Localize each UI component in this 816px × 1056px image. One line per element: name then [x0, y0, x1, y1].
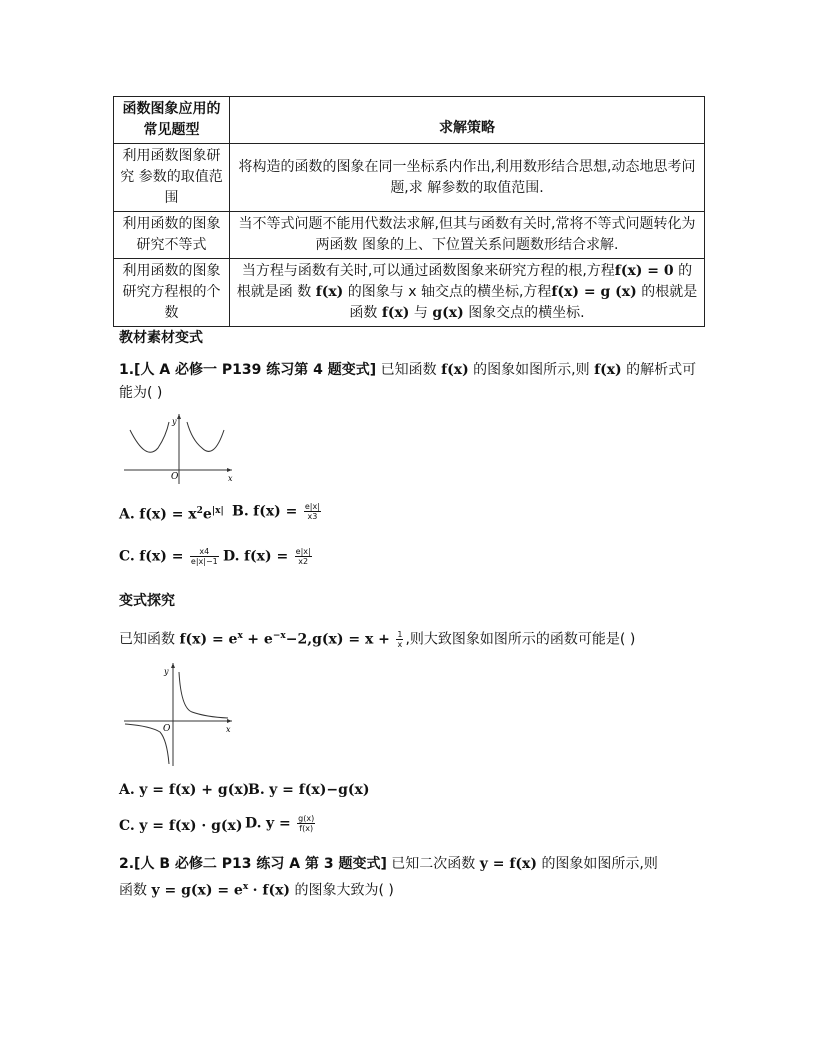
option-label: D.: [245, 815, 262, 832]
math-expr: y = g(x) = e: [151, 882, 243, 899]
math-expr: y =: [265, 815, 291, 832]
math-expr: f(x) = x: [139, 506, 197, 523]
option-label: A.: [119, 782, 135, 798]
math-expr: g(x): [432, 305, 464, 321]
text: ,则大致图象如图所示的函数可能是( ): [405, 631, 636, 648]
math-expr: f(x) = e: [179, 631, 238, 648]
text: 的图象如图所示,则: [541, 856, 658, 872]
math-expr: f(x) =: [243, 548, 289, 565]
denominator: x: [397, 640, 403, 650]
math-expr: + e: [247, 631, 273, 648]
question-2-graph: [120, 660, 235, 770]
table-row: [114, 259, 705, 327]
text: 已知函数: [119, 631, 175, 648]
row-strategy-cell: [230, 259, 705, 327]
text: 函数: [119, 882, 147, 899]
exponent: x: [242, 882, 249, 892]
fraction: [295, 547, 312, 566]
table-header-row: [114, 97, 705, 144]
fraction: [190, 547, 219, 566]
fraction: [304, 502, 321, 521]
text: 的根就是函 数: [236, 263, 693, 300]
numerator: e|x|: [304, 502, 320, 511]
option-A[interactable]: [119, 506, 224, 523]
exponent: −x: [272, 631, 286, 641]
text: 的根就是函数: [349, 284, 698, 321]
math-expr: y = f(x) + g(x): [139, 782, 250, 798]
header-question-type: 函数图象应用的常见题型: [114, 97, 230, 144]
exponent: x: [237, 631, 243, 641]
denominator: f(x): [299, 824, 314, 833]
text: 已知函数: [380, 362, 437, 378]
option-C[interactable]: [119, 818, 242, 834]
option-label: A.: [119, 506, 135, 523]
math-expr: y = f(x): [479, 856, 537, 872]
question-3: [119, 853, 709, 903]
option-B[interactable]: [232, 502, 323, 521]
option-A[interactable]: [119, 782, 249, 798]
denominator: e|x|−1: [190, 557, 218, 566]
origin-label: O: [163, 724, 171, 734]
table-row: [114, 212, 705, 259]
question-1-source: 1.[人 A 必修一 P139 练习第 4 题变式]: [119, 362, 377, 378]
numerator: e|x|: [295, 547, 311, 556]
text: 的解析式可能为( ): [119, 362, 697, 401]
text: 已知二次函数: [391, 856, 476, 872]
math-expr: −2,g(x) = x +: [285, 631, 390, 648]
numerator: g(x): [298, 814, 315, 823]
question-1: [119, 359, 709, 405]
y-axis-label: y: [164, 667, 169, 676]
row-strategy-cell: 当不等式问题不能用代数法求解,但其与函数有关时,常将不等式问题转化为两函数 图象的上、下位置关系问题数形结合求解.: [230, 212, 705, 259]
option-B[interactable]: [248, 782, 370, 798]
exponent: 2: [196, 506, 203, 516]
section-title-exploration: 变式探究: [119, 593, 175, 609]
text: 图象交点的横坐标.: [468, 305, 585, 321]
text: 与: [413, 305, 428, 321]
fraction: [297, 814, 315, 833]
fraction: [396, 630, 403, 649]
math-expr: e: [202, 506, 212, 523]
math-expr: f(x): [315, 284, 344, 300]
math-expr: f(x) = g (x): [551, 284, 637, 300]
option-label: B.: [232, 503, 249, 520]
option-label: C.: [119, 818, 135, 834]
text: 的图象大致为( ): [294, 882, 394, 899]
denominator: x3: [307, 512, 318, 521]
math-expr: f(x): [441, 362, 469, 378]
question-1-graph: [120, 410, 235, 486]
math-expr: f(x): [594, 362, 622, 378]
numerator: 1: [397, 630, 403, 640]
question-3-source: 2.[人 B 必修二 P13 练习 A 第 3 题变式]: [119, 856, 387, 872]
option-label: B.: [248, 782, 265, 798]
math-expr: y = f(x) · g(x): [139, 818, 243, 834]
text: 当方程与函数有关时,可以通过函数图象来研究方程的根,方程: [241, 263, 615, 279]
math-expr: f(x) =: [139, 548, 184, 565]
strategy-table: [113, 96, 705, 327]
math-expr: f(x) =: [253, 503, 298, 520]
y-axis-label: y: [172, 417, 177, 426]
denominator: x2: [298, 557, 309, 566]
header-strategy: 求解策略: [230, 97, 705, 144]
numerator: x4: [190, 547, 219, 557]
table-row: [114, 144, 705, 212]
row-type-cell: 利用函数的图象 研究方程根的个数: [114, 259, 230, 327]
origin-label: O: [171, 472, 179, 482]
math-expr: · f(x): [252, 882, 291, 899]
exponent: |x|: [211, 506, 224, 516]
option-D[interactable]: [245, 814, 317, 833]
option-C[interactable]: [119, 547, 221, 566]
x-axis-label: x: [228, 474, 233, 483]
option-D[interactable]: [223, 547, 314, 566]
text: 的图象如图所示,则: [473, 362, 590, 378]
row-strategy-cell: 将构造的函数的图象在同一坐标系内作出,利用数形结合思想,动态地思考问题,求 解参数的取值范围.: [230, 144, 705, 212]
option-label: D.: [223, 548, 240, 565]
math-expr: f(x) = 0: [614, 263, 674, 279]
text: 的图象与 x 轴交点的横坐标,方程: [347, 284, 552, 300]
math-expr: f(x): [381, 305, 410, 321]
option-label: C.: [119, 548, 135, 565]
row-type-cell: 利用函数的图象研究不等式: [114, 212, 230, 259]
x-axis-label: x: [226, 725, 231, 734]
section-title-textbook: 教材素材变式: [119, 330, 203, 346]
question-2: [119, 625, 709, 652]
math-expr: y = f(x)−g(x): [269, 782, 370, 798]
row-type-cell: 利用函数图象研究 参数的取值范围: [114, 144, 230, 212]
